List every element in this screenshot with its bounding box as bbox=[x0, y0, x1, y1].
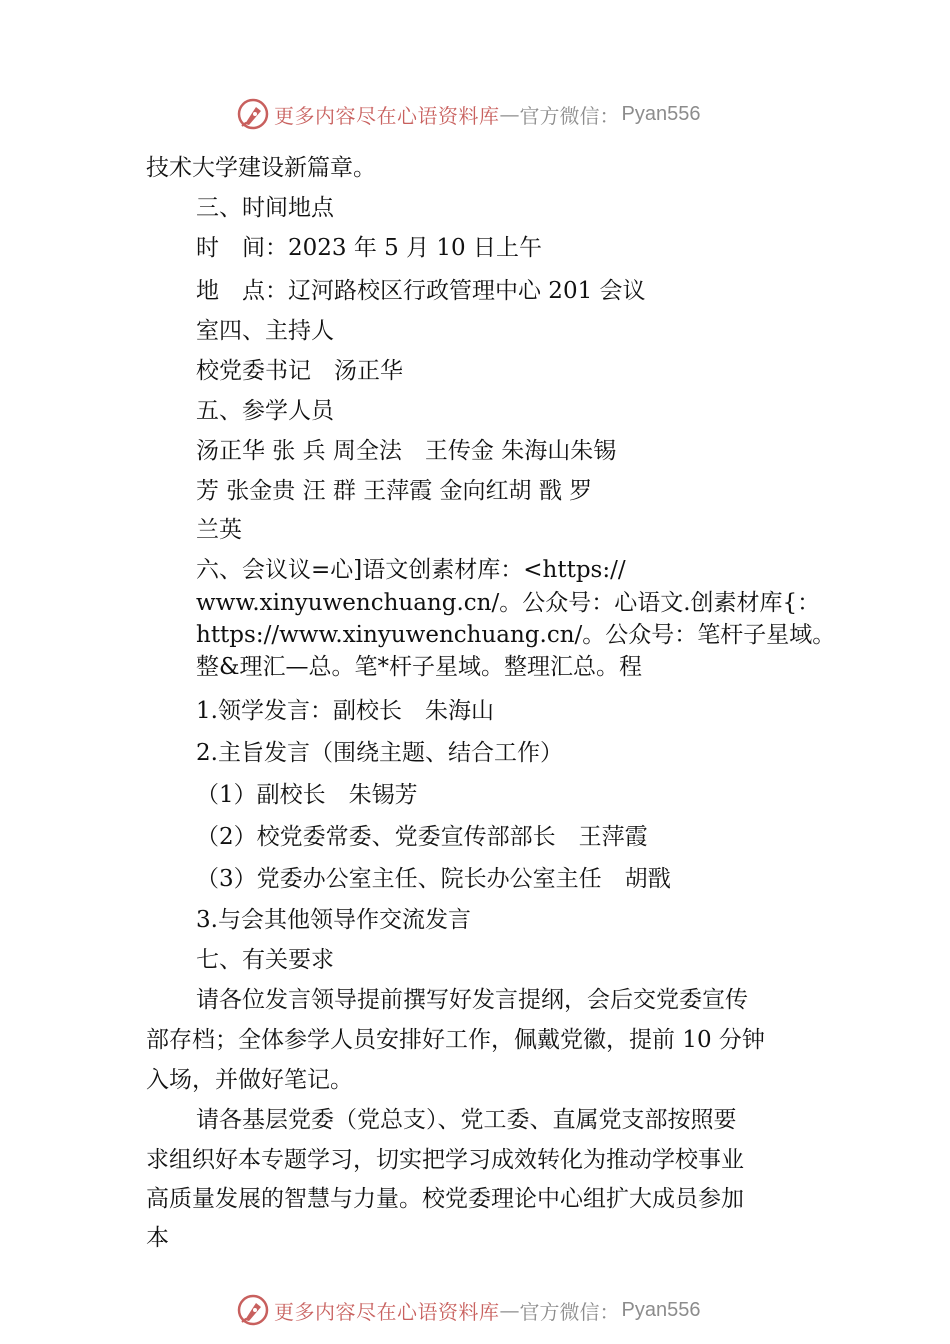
text-line: 高质量发展的智慧与力量。校党委理论中心组扩大成员参加 bbox=[146, 1186, 744, 1212]
text-line: 校党委书记 汤正华 bbox=[196, 358, 403, 384]
list-item: 1.领学发言：副校长 朱海山 bbox=[196, 698, 494, 724]
banner-wechat-id: Pyan556 bbox=[621, 102, 701, 125]
text-line: 求组织好本专题学习，切实把学习成效转化为推动学校事业 bbox=[146, 1147, 744, 1173]
banner-red-text: 更多内容尽在心语资料库 bbox=[274, 1299, 500, 1324]
list-item: （1）副校长 朱锡芳 bbox=[196, 782, 418, 808]
section-heading: 五、参学人员 bbox=[196, 398, 334, 424]
pen-nib-logo-icon bbox=[236, 97, 270, 131]
text-line: 时 间：2023 年 5 月 10 日上午 bbox=[196, 235, 542, 261]
list-item: 2.主旨发言（围绕主题、结合工作） bbox=[196, 740, 563, 766]
section-heading: 七、有关要求 bbox=[196, 947, 334, 973]
pen-nib-logo-icon bbox=[236, 1293, 270, 1327]
banner-gray-text: 官方微信： bbox=[519, 1299, 620, 1324]
text-line: 地 点：辽河路校区行政管理中心 201 会议 bbox=[196, 278, 646, 304]
list-item: 3.与会其他领导作交流发言 bbox=[196, 907, 471, 933]
list-item: （2）校党委常委、党委宣传部部长 王萍霞 bbox=[196, 824, 648, 850]
text-line: 六、会议议=心]语文创素材库：<https:// bbox=[196, 557, 626, 583]
text-line: https://www.xinyuwenchuang.cn/。公众号：笔杆子星域。 bbox=[196, 622, 836, 648]
header-banner bbox=[236, 97, 700, 131]
banner-wechat-id: Pyan556 bbox=[621, 1298, 701, 1321]
banner-dash: — bbox=[499, 102, 520, 126]
text-line: 汤正华 张 兵 周全法 王传金 朱海山朱锡 bbox=[196, 438, 617, 464]
text-line: 整&理汇—总。笔*杆子星域。整理汇总。程 bbox=[196, 654, 642, 680]
text-line: 技术大学建设新篇章。 bbox=[146, 155, 376, 181]
text-line: 芳 张金贵 汪 群 王萍霞 金向红胡 戬 罗 bbox=[196, 478, 593, 504]
banner-red-text: 更多内容尽在心语资料库 bbox=[274, 103, 500, 128]
footer-banner bbox=[236, 1293, 700, 1327]
banner-gray-text: 官方微信： bbox=[519, 103, 620, 128]
section-heading: 室四、主持人 bbox=[196, 318, 334, 344]
text-line: 部存档；全体参学人员安排好工作，佩戴党徽，提前 10 分钟 bbox=[146, 1027, 765, 1053]
banner-dash: — bbox=[499, 1298, 520, 1322]
text-line: 请各位发言领导提前撰写好发言提纲，会后交党委宣传 bbox=[196, 987, 748, 1013]
text-line: 请各基层党委（党总支）、党工委、直属党支部按照要 bbox=[196, 1107, 737, 1133]
list-item: （3）党委办公室主任、院长办公室主任 胡戬 bbox=[196, 866, 671, 892]
section-heading: 三、时间地点 bbox=[196, 195, 334, 221]
text-line: 入场，并做好笔记。 bbox=[146, 1067, 353, 1093]
text-line: 兰英 bbox=[196, 517, 242, 543]
text-line: 本 bbox=[146, 1225, 169, 1251]
text-line: www.xinyuwenchuang.cn/。公众号：心语文.创素材库{： bbox=[196, 590, 821, 616]
